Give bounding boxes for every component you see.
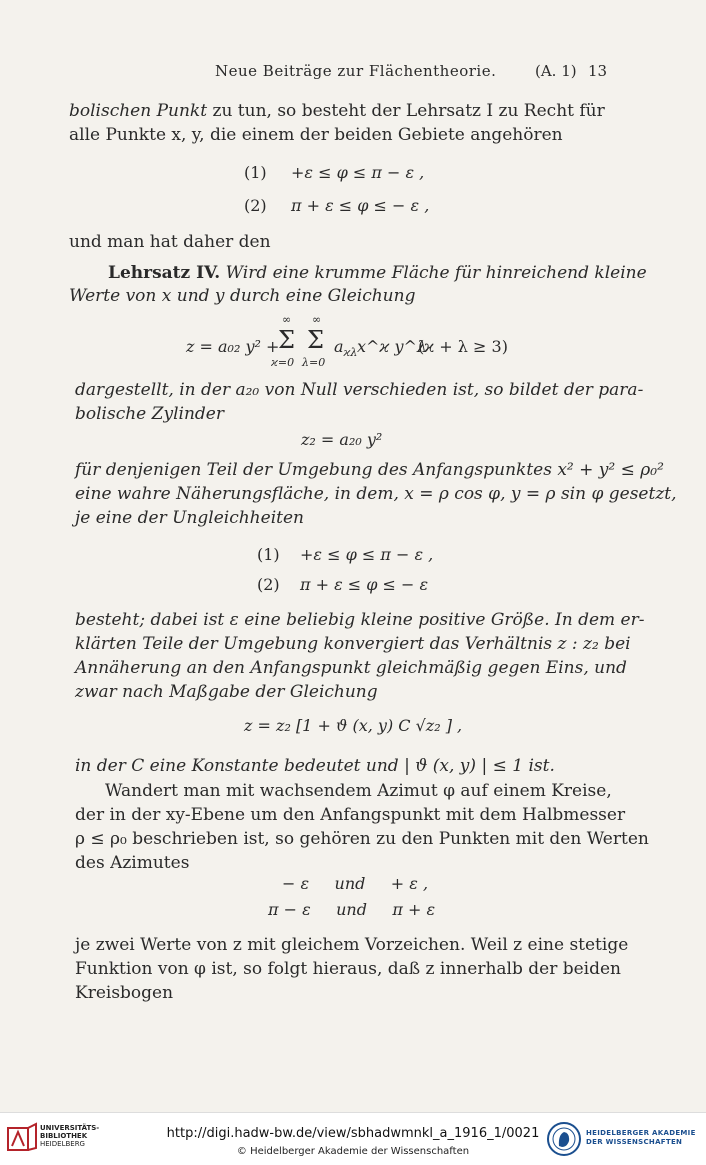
copyright-notice: © Heidelberger Akademie der Wissenschaften — [236, 1146, 470, 1157]
sum-term-powers: x^ϰ y^λ — [357, 337, 428, 356]
header-title: Neue Beiträge zur Flächentheorie. — [215, 62, 497, 80]
main-equation: z = z₂ [1 + ϑ (x, y) C √z₂ ] , — [244, 716, 463, 735]
running-header — [0, 62, 706, 86]
academy-name: HEIDELBERGER AKADEMIE DER WISSENSCHAFTEN — [586, 1129, 696, 1146]
text-line: je zwei Werte von z mit gleichem Vorzeichen. Weil z eine stetige — [75, 935, 629, 955]
equation: π + ε ≤ φ ≤ − ε , — [291, 196, 430, 215]
page-number: 13 — [588, 62, 608, 80]
sum-condition: (ϰ + λ ≥ 3) — [418, 337, 508, 356]
permalink-url[interactable]: http://digi.hadw-bw.de/view/sbhadwmnkl_a_1916_1/0021 — [166, 1126, 540, 1141]
text-line: des Azimutes — [75, 853, 190, 873]
equation: +ε ≤ φ ≤ π − ε , — [291, 163, 425, 182]
text-line: ρ ≤ ρ₀ beschrieben ist, so gehören zu den Punkten mit den Werten — [75, 829, 649, 849]
footer-bar — [0, 1112, 706, 1165]
text-line: alle Punkte x, y, die einem der beiden Gebiete angehören — [69, 125, 563, 145]
text-line: Kreisbogen — [75, 983, 174, 1003]
summation-formula — [0, 310, 706, 380]
text-line: dargestellt, in der a₂₀ von Null verschieden ist, so bildet der para- — [75, 380, 644, 400]
text-span: zu tun, so besteht der Lehrsatz I zu Recht für — [207, 101, 605, 121]
text-italic: bolischen Punkt — [69, 101, 208, 121]
theorem-label: Lehrsatz IV. — [108, 263, 221, 283]
academy-seal-icon — [546, 1121, 582, 1157]
text-line: und man hat daher den — [69, 232, 271, 252]
equation: π + ε ≤ φ ≤ − ε — [300, 575, 429, 594]
sum-symbol: Σ — [307, 326, 324, 354]
azimuth-values: − ε und + ε , — [282, 874, 429, 893]
text-line: bolische Zylinder — [75, 404, 224, 424]
text-line: je eine der Ungleichheiten — [75, 508, 304, 528]
text-line: in der C eine Konstante bedeutet und | ϑ (x, y) | ≤ 1 ist. — [75, 756, 555, 776]
text-line: besteht; dabei ist ε eine beliebig kleine positive Größe. In dem er- — [75, 610, 645, 630]
azimuth-values: π − ε und π + ε — [268, 900, 436, 919]
sum-symbol: Σ — [278, 326, 295, 354]
text-line: Annäherung an den Anfangspunkt gleichmäßig gegen Eins, und — [75, 658, 627, 678]
text-line: zwar nach Maßgabe der Gleichung — [75, 682, 378, 702]
header-reference: (A. 1) — [535, 62, 577, 80]
text-line — [69, 101, 605, 121]
text-line: Wandert man mit wachsendem Azimut φ auf einem Kreise, — [105, 781, 612, 801]
text-line: für denjenigen Teil der Umgebung des Anfangspunktes x² + y² ≤ ρ₀² — [75, 460, 664, 480]
theorem-line: Werte von x und y durch eine Gleichung — [69, 286, 416, 306]
upper-limit: ∞ — [282, 313, 292, 326]
text-line: Funktion von φ ist, so folgt hieraus, daß z innerhalb der beiden — [75, 959, 621, 979]
university-library-name: UNIVERSITÄTS- BIBLIOTHEK HEIDELBERG — [40, 1124, 100, 1148]
equation: +ε ≤ φ ≤ π − ε , — [300, 545, 434, 564]
text-line: eine wahre Näherungsfläche, in dem, x = ρ cos φ, y = ρ sin φ gesetzt, — [75, 484, 677, 504]
theorem-text: Wird eine krumme Fläche für hinreichend kleine — [220, 263, 647, 283]
formula-left: z = a₀₂ y² + — [186, 337, 280, 356]
lower-limit: ϰ=0 — [271, 356, 295, 369]
lower-limit: λ=0 — [302, 356, 326, 369]
sum-term: $a_{ϰ\lambda}$ — [334, 337, 358, 360]
text-line: der in der xy-Ebene um den Anfangspunkt mit dem Halbmesser — [75, 805, 626, 825]
cylinder-equation: z₂ = a₂₀ y² — [301, 430, 383, 449]
text-line: klärten Teile der Umgebung konvergiert das Verhältnis z : z₂ bei — [75, 634, 631, 654]
equation-number: (1) — [244, 163, 267, 182]
upper-limit: ∞ — [312, 313, 322, 326]
equation-number: (2) — [257, 575, 280, 594]
equation-number: (1) — [257, 545, 280, 564]
theorem-line — [108, 263, 647, 283]
equation-number: (2) — [244, 196, 267, 215]
